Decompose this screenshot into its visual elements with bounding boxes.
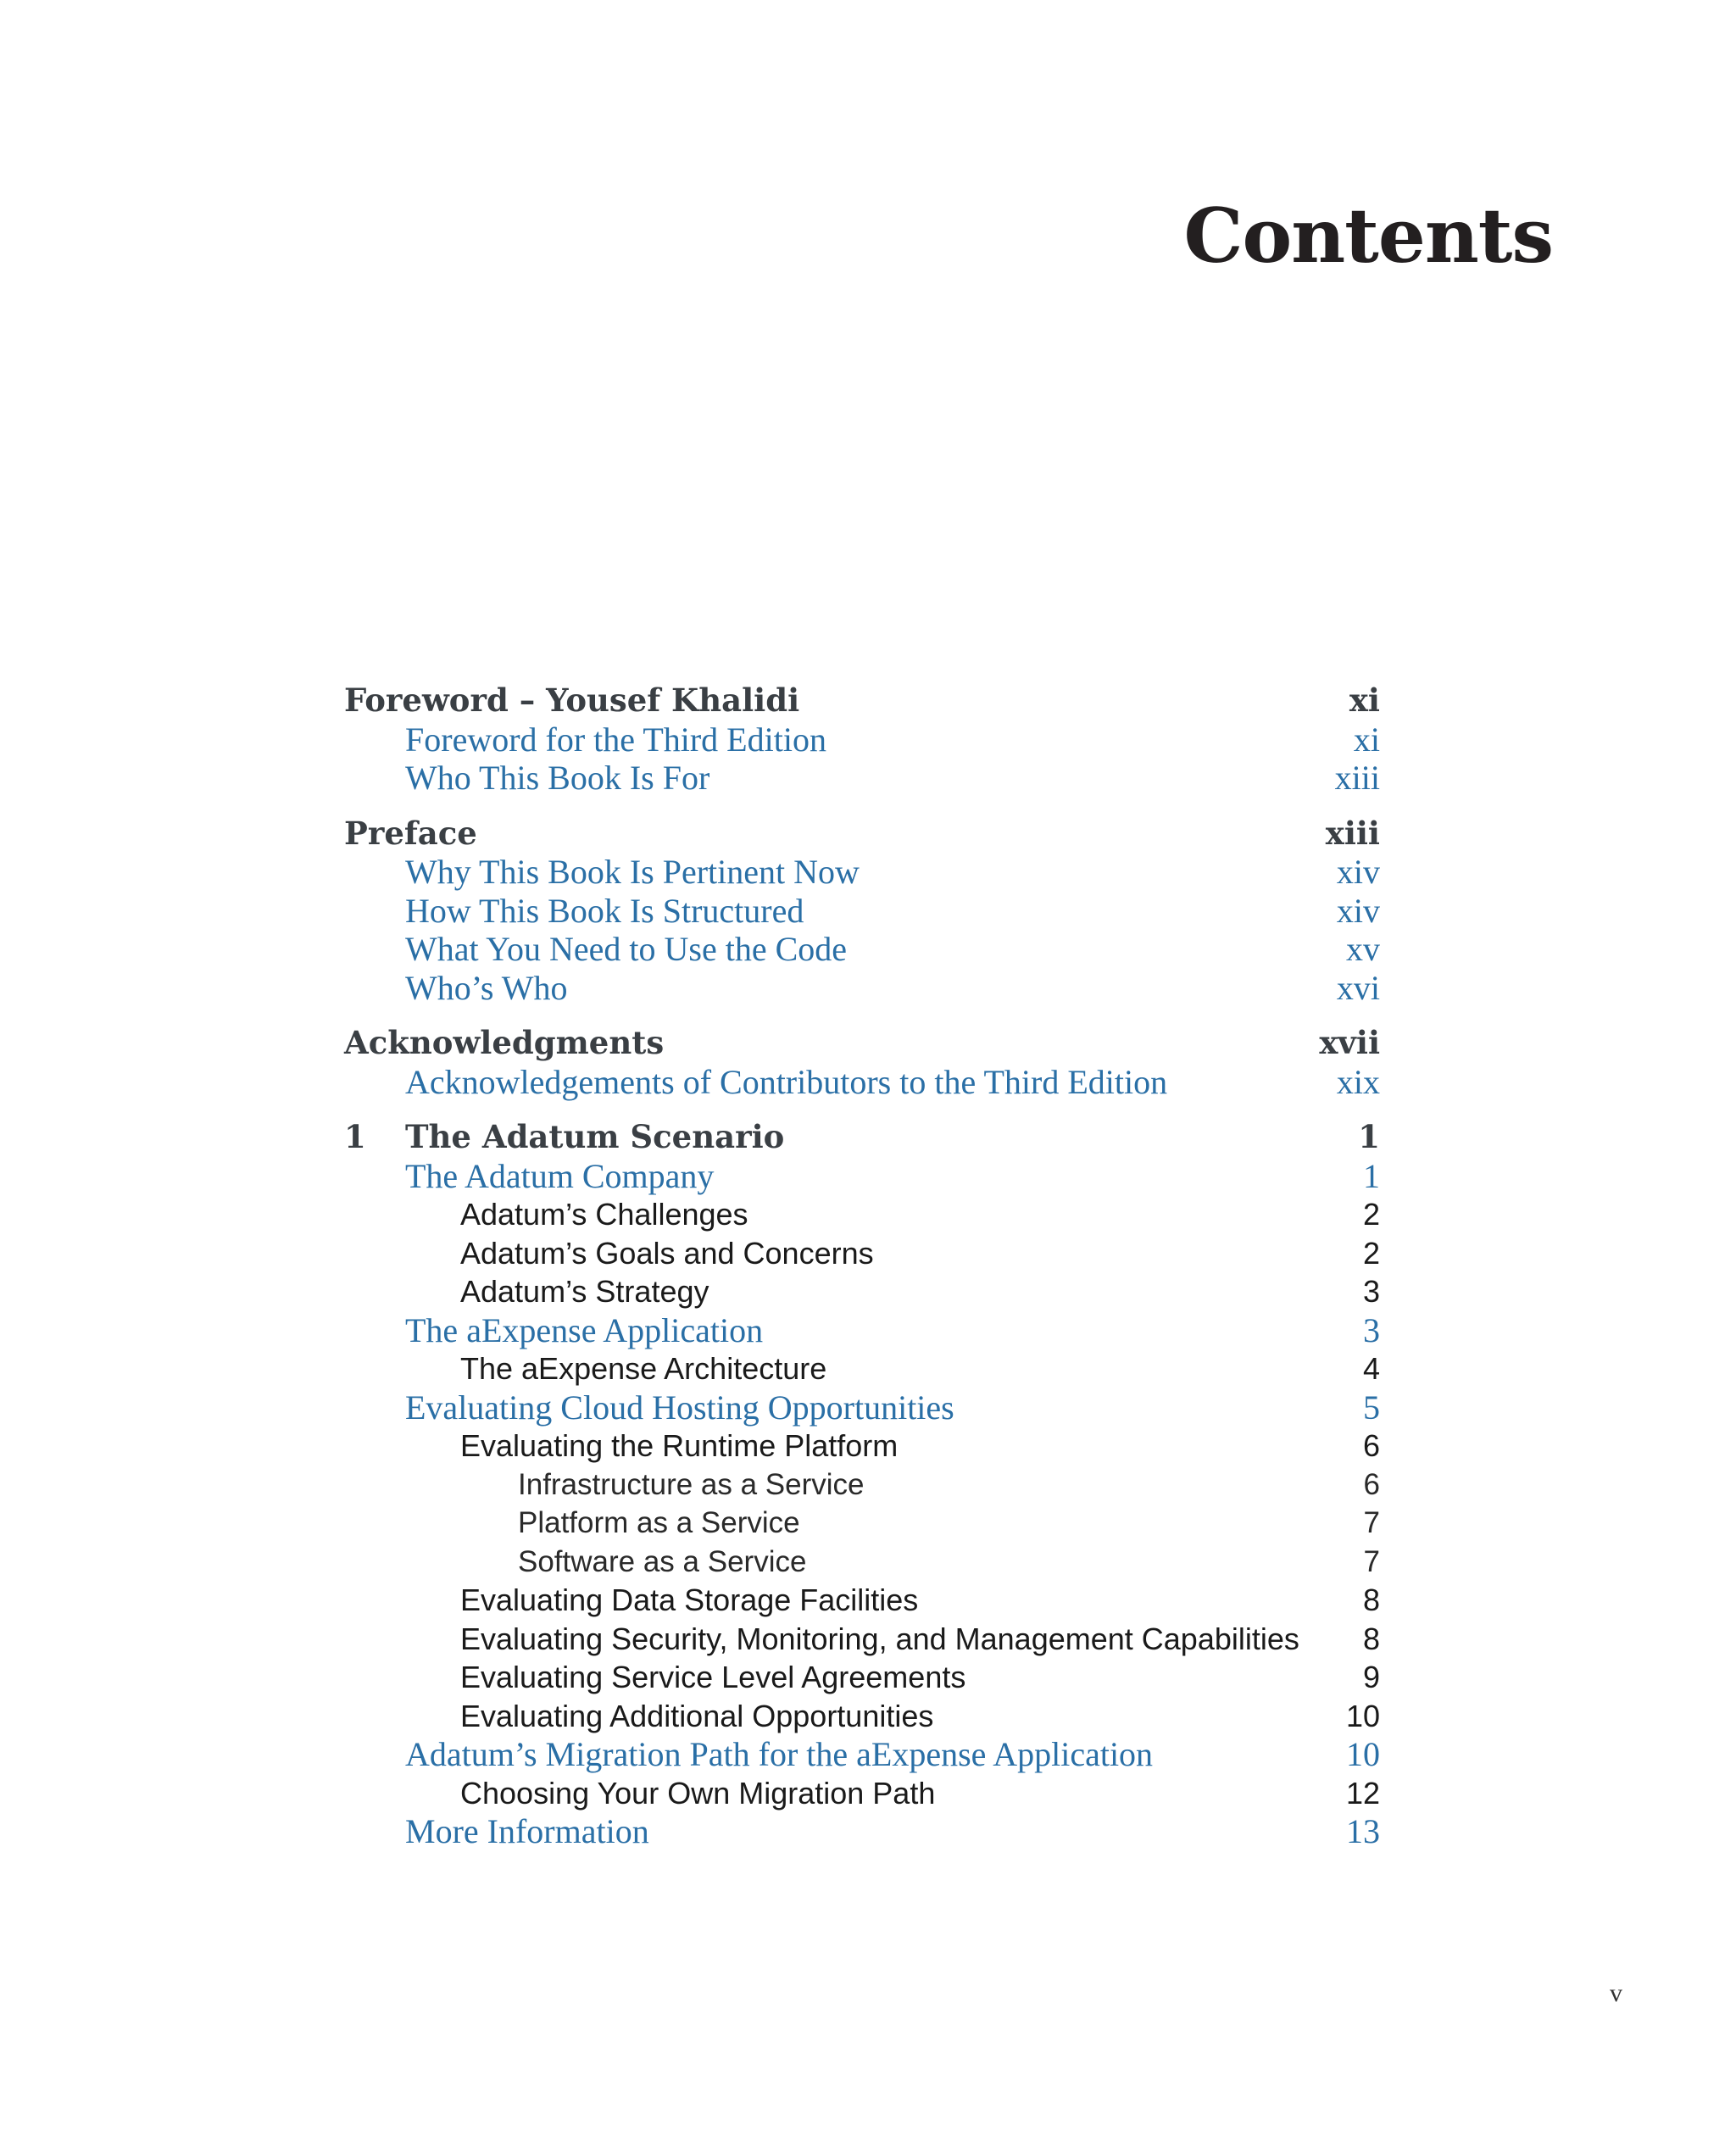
- toc-entry-title: Preface: [344, 814, 477, 852]
- toc-entry-title: Why This Book Is Pertinent Now: [405, 853, 860, 891]
- toc-entry-title: Foreword – Yousef Khalidi: [344, 681, 800, 719]
- toc-section-acknowledgments: [344, 1024, 1380, 1101]
- toc-entry-title: Acknowledgements of Contributors to the Third Edition: [405, 1062, 1168, 1101]
- toc-entry-challenges[interactable]: [344, 1195, 1380, 1234]
- toc-entry-title: The aExpense Architecture: [460, 1351, 827, 1386]
- toc-entry-page: xvii: [1319, 1024, 1380, 1061]
- toc-entry-title: Evaluating Additional Opportunities: [460, 1698, 934, 1733]
- toc-entry-aexpense-application[interactable]: [344, 1311, 1380, 1350]
- toc-entry-sla[interactable]: [344, 1658, 1380, 1697]
- toc-entry-whos-who[interactable]: [344, 969, 1380, 1008]
- toc-entry-more-information[interactable]: [344, 1812, 1380, 1851]
- toc-entry-title: Platform as a Service: [518, 1506, 800, 1539]
- toc-entry-preface[interactable]: [344, 815, 1380, 854]
- toc-entry-cloud-hosting[interactable]: [344, 1388, 1380, 1427]
- toc-entry-page: xi: [1349, 681, 1380, 719]
- toc-entry-title: Adatum’s Challenges: [460, 1197, 748, 1232]
- toc-entry-security-monitoring[interactable]: [344, 1620, 1380, 1659]
- toc-entry-title: Software as a Service: [518, 1544, 807, 1578]
- toc-entry-page: xiii: [1325, 814, 1380, 852]
- toc-entry-foreword-third-edition[interactable]: [344, 720, 1380, 759]
- toc-entry-page: xiv: [1336, 891, 1380, 930]
- toc-entry-foreword[interactable]: [344, 681, 1380, 720]
- toc-entry-title: What You Need to Use the Code: [405, 930, 848, 968]
- toc-entry-what-you-need[interactable]: [344, 930, 1380, 969]
- toc-entry-goals[interactable]: [344, 1234, 1380, 1273]
- toc-entry-title: Infrastructure as a Service: [518, 1467, 865, 1501]
- toc-entry-page: 7: [1363, 1506, 1380, 1539]
- toc-entry-data-storage[interactable]: [344, 1581, 1380, 1620]
- toc-entry-title: More Information: [405, 1812, 649, 1850]
- toc-entry-page: 5: [1363, 1388, 1380, 1427]
- toc-entry-page: 12: [1345, 1775, 1380, 1811]
- chapter-number: 1: [344, 1118, 366, 1155]
- toc-entry-paas[interactable]: [344, 1504, 1380, 1543]
- toc-entry-page: 10: [1345, 1698, 1380, 1733]
- toc-entry-page: 13: [1346, 1812, 1380, 1850]
- toc-entry-page: 8: [1362, 1583, 1380, 1617]
- toc-entry-own-migration-path[interactable]: [344, 1774, 1380, 1813]
- toc-entry-title: The aExpense Application: [405, 1310, 764, 1349]
- toc-entry-runtime-platform[interactable]: [344, 1427, 1380, 1466]
- toc-entry-page: 6: [1363, 1467, 1380, 1501]
- toc-entry-title: Evaluating Security, Monitoring, and Management Capabilities: [460, 1621, 1299, 1656]
- toc-entry-title: Adatum’s Goals and Concerns: [460, 1235, 874, 1271]
- toc-entry-page: 3: [1362, 1274, 1380, 1309]
- toc-entry-iaas[interactable]: [344, 1466, 1380, 1505]
- toc-entry-title: How This Book Is Structured: [405, 891, 804, 930]
- toc-entry-chapter-1[interactable]: [344, 1118, 1380, 1157]
- toc-entry-title: Who This Book Is For: [405, 759, 710, 797]
- toc-entry-page: xiii: [1334, 759, 1380, 797]
- toc-entry-title: [344, 1118, 784, 1157]
- chapter-title: The Adatum Scenario: [405, 1118, 785, 1155]
- toc-entry-page: 1: [1363, 1156, 1380, 1195]
- toc-entry-title: Adatum’s Strategy: [460, 1274, 709, 1309]
- toc-section-chapter-1: [344, 1118, 1380, 1851]
- toc-entry-page: 8: [1362, 1621, 1380, 1656]
- page-title: Contents: [1183, 192, 1553, 280]
- toc-entry-strategy[interactable]: [344, 1272, 1380, 1311]
- toc-entry-page: 2: [1362, 1235, 1380, 1271]
- toc-entry-page: 7: [1363, 1544, 1380, 1578]
- toc-entry-title: Evaluating the Runtime Platform: [460, 1428, 899, 1463]
- toc-entry-page: 9: [1362, 1660, 1380, 1694]
- toc-entry-page: xix: [1336, 1062, 1380, 1101]
- toc-entry-title: Choosing Your Own Migration Path: [460, 1775, 936, 1811]
- toc-entry-page: xv: [1346, 930, 1380, 968]
- toc-entry-page: 10: [1346, 1735, 1380, 1773]
- toc-entry-acknowledgments[interactable]: [344, 1024, 1380, 1063]
- toc-entry-adatum-company[interactable]: [344, 1157, 1380, 1196]
- toc-entry-title: Acknowledgments: [344, 1024, 665, 1061]
- toc-section-preface: [344, 815, 1380, 1008]
- table-of-contents: [344, 681, 1380, 1868]
- toc-entry-page: 6: [1362, 1428, 1380, 1463]
- page-number: v: [1610, 1979, 1622, 2007]
- toc-entry-ack-contributors[interactable]: [344, 1063, 1380, 1102]
- toc-entry-page: 1: [1358, 1118, 1380, 1155]
- toc-entry-title: The Adatum Company: [405, 1156, 715, 1195]
- toc-entry-page: 4: [1362, 1351, 1380, 1386]
- toc-entry-page: 2: [1362, 1197, 1380, 1232]
- toc-entry-migration-path[interactable]: [344, 1735, 1380, 1774]
- toc-entry-how-structured[interactable]: [344, 892, 1380, 931]
- toc-entry-saas[interactable]: [344, 1543, 1380, 1582]
- toc-entry-title: Evaluating Cloud Hosting Opportunities: [405, 1388, 954, 1427]
- toc-entry-title: Foreword for the Third Edition: [405, 720, 826, 759]
- toc-entry-title: Evaluating Data Storage Facilities: [460, 1583, 919, 1617]
- toc-entry-page: xi: [1353, 720, 1380, 759]
- toc-entry-additional-opportunities[interactable]: [344, 1697, 1380, 1736]
- toc-entry-page: xiv: [1336, 853, 1380, 891]
- toc-entry-title: Who’s Who: [405, 968, 568, 1007]
- toc-entry-title: Evaluating Service Level Agreements: [460, 1660, 966, 1694]
- toc-entry-page: 3: [1363, 1310, 1380, 1349]
- toc-entry-who-this-book-is-for[interactable]: [344, 759, 1380, 798]
- toc-entry-title: Adatum’s Migration Path for the aExpense Application: [405, 1735, 1154, 1773]
- toc-section-foreword: [344, 681, 1380, 798]
- toc-entry-aexpense-architecture[interactable]: [344, 1349, 1380, 1388]
- toc-entry-why-pertinent[interactable]: [344, 853, 1380, 892]
- toc-entry-page: xvi: [1336, 968, 1380, 1007]
